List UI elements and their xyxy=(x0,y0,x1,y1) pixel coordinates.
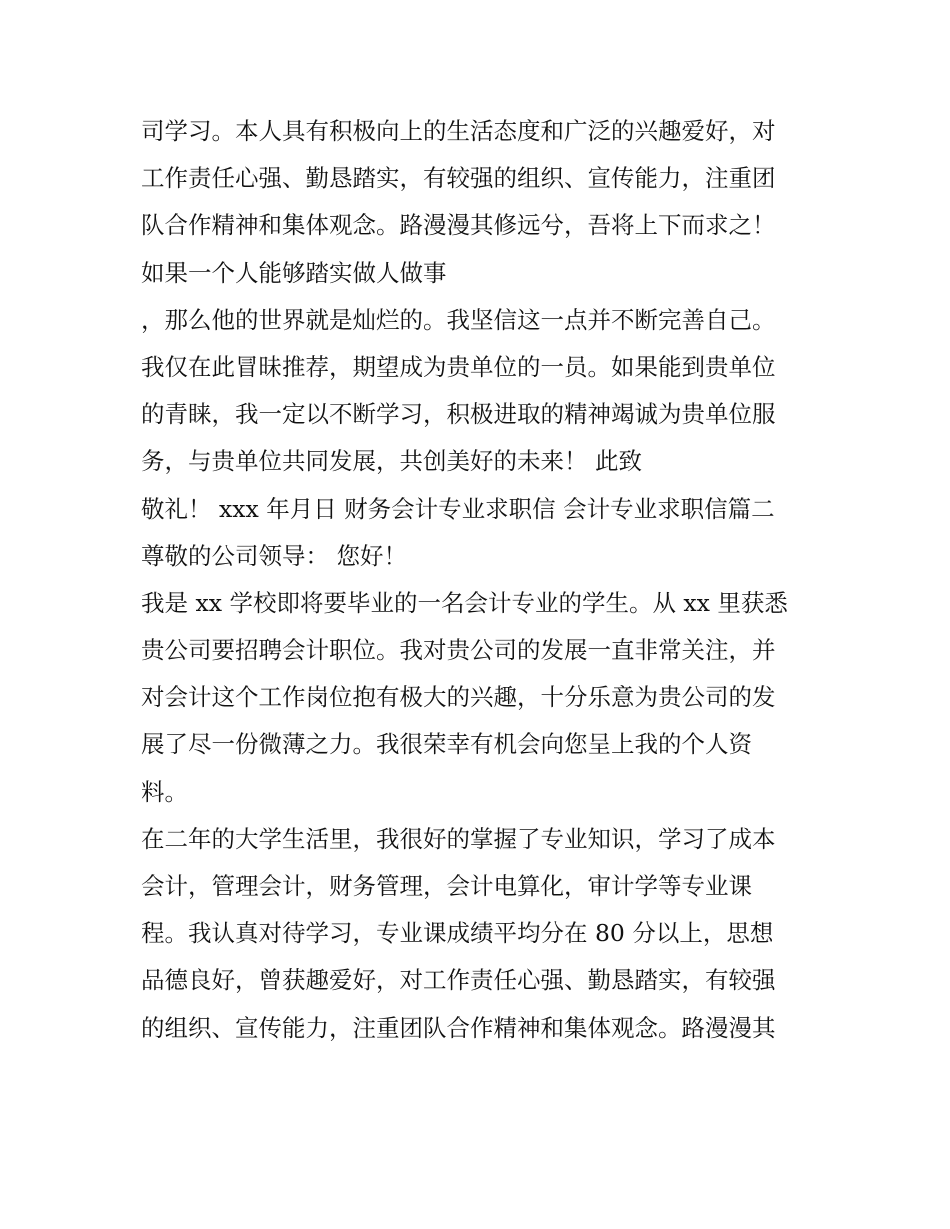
text-line: 司学习。本人具有积极向上的生活态度和广泛的兴趣爱好，对 xyxy=(141,117,776,145)
text-line: ，那么他的世界就是灿烂的。我坚信这一点并不断完善自己。 xyxy=(141,305,776,334)
document-body xyxy=(141,108,831,1052)
text-line: 品德良好，曾获趣爱好，对工作责任心强、勤恳踏实，有较强 xyxy=(141,966,776,995)
text-line: 务，与贵单位共同发展，共创美好的未来！ 此致 xyxy=(141,447,642,476)
text-line: 对会计这个工作岗位抱有极大的兴趣，十分乐意为贵公司的发 xyxy=(141,683,776,712)
text-line: 在二年的大学生活里，我很好的掌握了专业知识，学习了成本 xyxy=(141,824,776,853)
text-line: 队合作精神和集体观念。路漫漫其修远兮，吾将上下而求之！ xyxy=(141,211,776,240)
text-line: 贵公司要招聘会计职位。我对贵公司的发展一直非常关注，并 xyxy=(141,636,776,665)
text-line: 我是 xx 学校即将要毕业的一名会计专业的学生。从 xx 里获悉 xyxy=(141,588,788,617)
text-line: 料。 xyxy=(141,777,188,806)
text-line: 工作责任心强、勤恳踏实，有较强的组织、宣传能力，注重团 xyxy=(141,164,776,193)
text-line: 的青睐，我一定以不断学习，积极进取的精神竭诚为贵单位服 xyxy=(141,400,776,429)
text-line: 会计，管理会计，财务管理，会计电算化，审计学等专业课 xyxy=(141,872,752,900)
text-line: 尊敬的公司领导： 您好！ xyxy=(141,541,407,570)
text-line: 如果一个人能够踏实做人做事 xyxy=(141,258,447,287)
text-line: 的组织、宣传能力，注重团队合作精神和集体观念。路漫漫其 xyxy=(141,1013,776,1042)
text-line: 展了尽一份微薄之力。我很荣幸有机会向您呈上我的个人资 xyxy=(141,730,752,759)
text-line: 敬礼！ xxx 年月日 财务会计专业求职信 会计专业求职信篇二 xyxy=(141,494,775,523)
text-line: 我仅在此冒昧推荐，期望成为贵单位的一员。如果能到贵单位 xyxy=(141,352,776,381)
text-line: 程。我认真对待学习，专业课成绩平均分在 80 分以上，思想 xyxy=(141,919,774,948)
